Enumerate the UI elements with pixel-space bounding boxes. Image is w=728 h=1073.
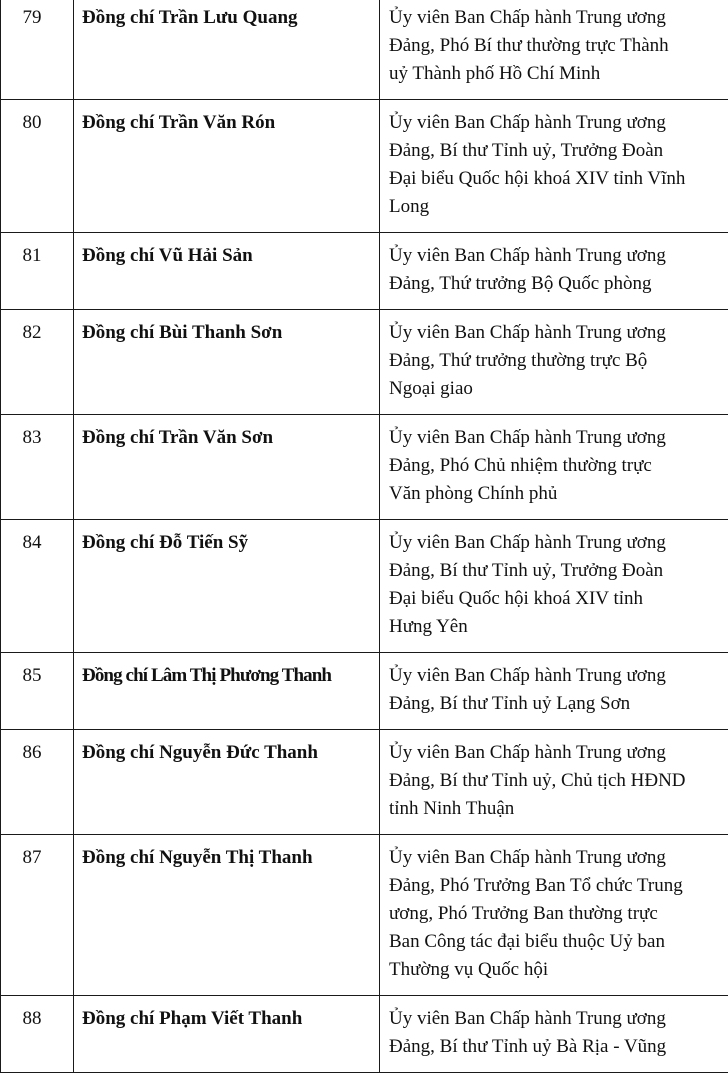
member-position [380,100,728,233]
position-line: Đảng, Thứ trưởng Bộ Quốc phòng [389,273,652,294]
member-name: Đồng chí Trần Văn Rón [82,112,275,133]
member-name-cell [74,653,380,730]
member-name: Đồng chí Nguyễn Đức Thanh [82,742,318,763]
position-line: Ủy viên Ban Chấp hành Trung ương [389,1008,666,1029]
position-line: Đảng, Phó Bí thư thường trực Thành [389,35,669,56]
member-name-cell [74,233,380,310]
member-name: Đồng chí Bùi Thanh Sơn [82,322,282,343]
position-line: Ban Công tác đại biểu thuộc Uỷ ban [389,931,665,952]
member-name-cell [74,835,380,996]
member-name: Đồng chí Lâm Thị Phương Thanh [82,665,331,686]
table-row [1,730,728,835]
row-number: 85 [1,653,74,730]
row-number: 81 [1,233,74,310]
member-position [380,415,728,520]
member-name-cell [74,0,380,100]
table-row [1,100,728,233]
position-line: Đảng, Phó Trưởng Ban Tổ chức Trung [389,875,683,896]
position-line: Ủy viên Ban Chấp hành Trung ương [389,742,666,763]
position-line: Ủy viên Ban Chấp hành Trung ương [389,112,666,133]
position-line: Ủy viên Ban Chấp hành Trung ương [389,532,666,553]
table-row [1,415,728,520]
member-name-cell [74,996,380,1073]
position-line: tỉnh Ninh Thuận [389,798,514,819]
position-line: Thường vụ Quốc hội [389,959,548,980]
position-line: Ủy viên Ban Chấp hành Trung ương [389,847,666,868]
table-row [1,310,728,415]
row-number: 80 [1,100,74,233]
member-name-cell [74,520,380,653]
position-line: Ủy viên Ban Chấp hành Trung ương [389,322,666,343]
member-position [380,996,728,1073]
table-row [1,0,728,100]
position-line: Ngoại giao [389,378,473,399]
member-name: Đồng chí Phạm Viết Thanh [82,1008,302,1029]
table-row [1,233,728,310]
member-position [380,233,728,310]
member-position [380,310,728,415]
position-line: Đảng, Bí thư Tỉnh uỷ Bà Rịa - Vũng [389,1036,666,1057]
position-line: ương, Phó Trưởng Ban thường trực [389,903,658,924]
member-position [380,835,728,996]
table-body [1,0,728,1073]
position-line: Đại biểu Quốc hội khoá XIV tỉnh [389,588,643,609]
table-row [1,996,728,1073]
row-number: 83 [1,415,74,520]
member-name-cell [74,415,380,520]
member-position [380,520,728,653]
member-name-cell [74,100,380,233]
member-name-cell [74,310,380,415]
row-number: 87 [1,835,74,996]
position-line: Đảng, Bí thư Tỉnh uỷ Lạng Sơn [389,693,630,714]
position-line: Hưng Yên [389,616,468,637]
table-row [1,835,728,996]
position-line: uỷ Thành phố Hồ Chí Minh [389,63,600,84]
row-number: 84 [1,520,74,653]
row-number: 86 [1,730,74,835]
member-position [380,653,728,730]
position-line: Đảng, Bí thư Tỉnh uỷ, Chủ tịch HĐND [389,770,686,791]
member-name: Đồng chí Trần Lưu Quang [82,7,298,28]
position-line: Đảng, Bí thư Tỉnh uỷ, Trưởng Đoàn [389,140,663,161]
member-position [380,0,728,100]
position-line: Văn phòng Chính phủ [389,483,557,504]
member-name-cell [74,730,380,835]
position-line: Ủy viên Ban Chấp hành Trung ương [389,245,666,266]
position-line: Ủy viên Ban Chấp hành Trung ương [389,665,666,686]
member-name: Đồng chí Đỗ Tiến Sỹ [82,532,248,553]
position-line: Ủy viên Ban Chấp hành Trung ương [389,7,666,28]
member-name: Đồng chí Vũ Hải Sản [82,245,253,266]
position-line: Đảng, Thứ trưởng thường trực Bộ [389,350,647,371]
member-name: Đồng chí Trần Văn Sơn [82,427,273,448]
table-row [1,520,728,653]
row-number: 88 [1,996,74,1073]
member-position [380,730,728,835]
row-number: 82 [1,310,74,415]
position-line: Đại biểu Quốc hội khoá XIV tỉnh Vĩnh [389,168,685,189]
position-line: Long [389,196,429,217]
row-number: 79 [1,0,74,100]
position-line: Đảng, Bí thư Tỉnh uỷ, Trưởng Đoàn [389,560,663,581]
position-line: Đảng, Phó Chủ nhiệm thường trực [389,455,652,476]
table-row [1,653,728,730]
member-name: Đồng chí Nguyễn Thị Thanh [82,847,313,868]
position-line: Ủy viên Ban Chấp hành Trung ương [389,427,666,448]
